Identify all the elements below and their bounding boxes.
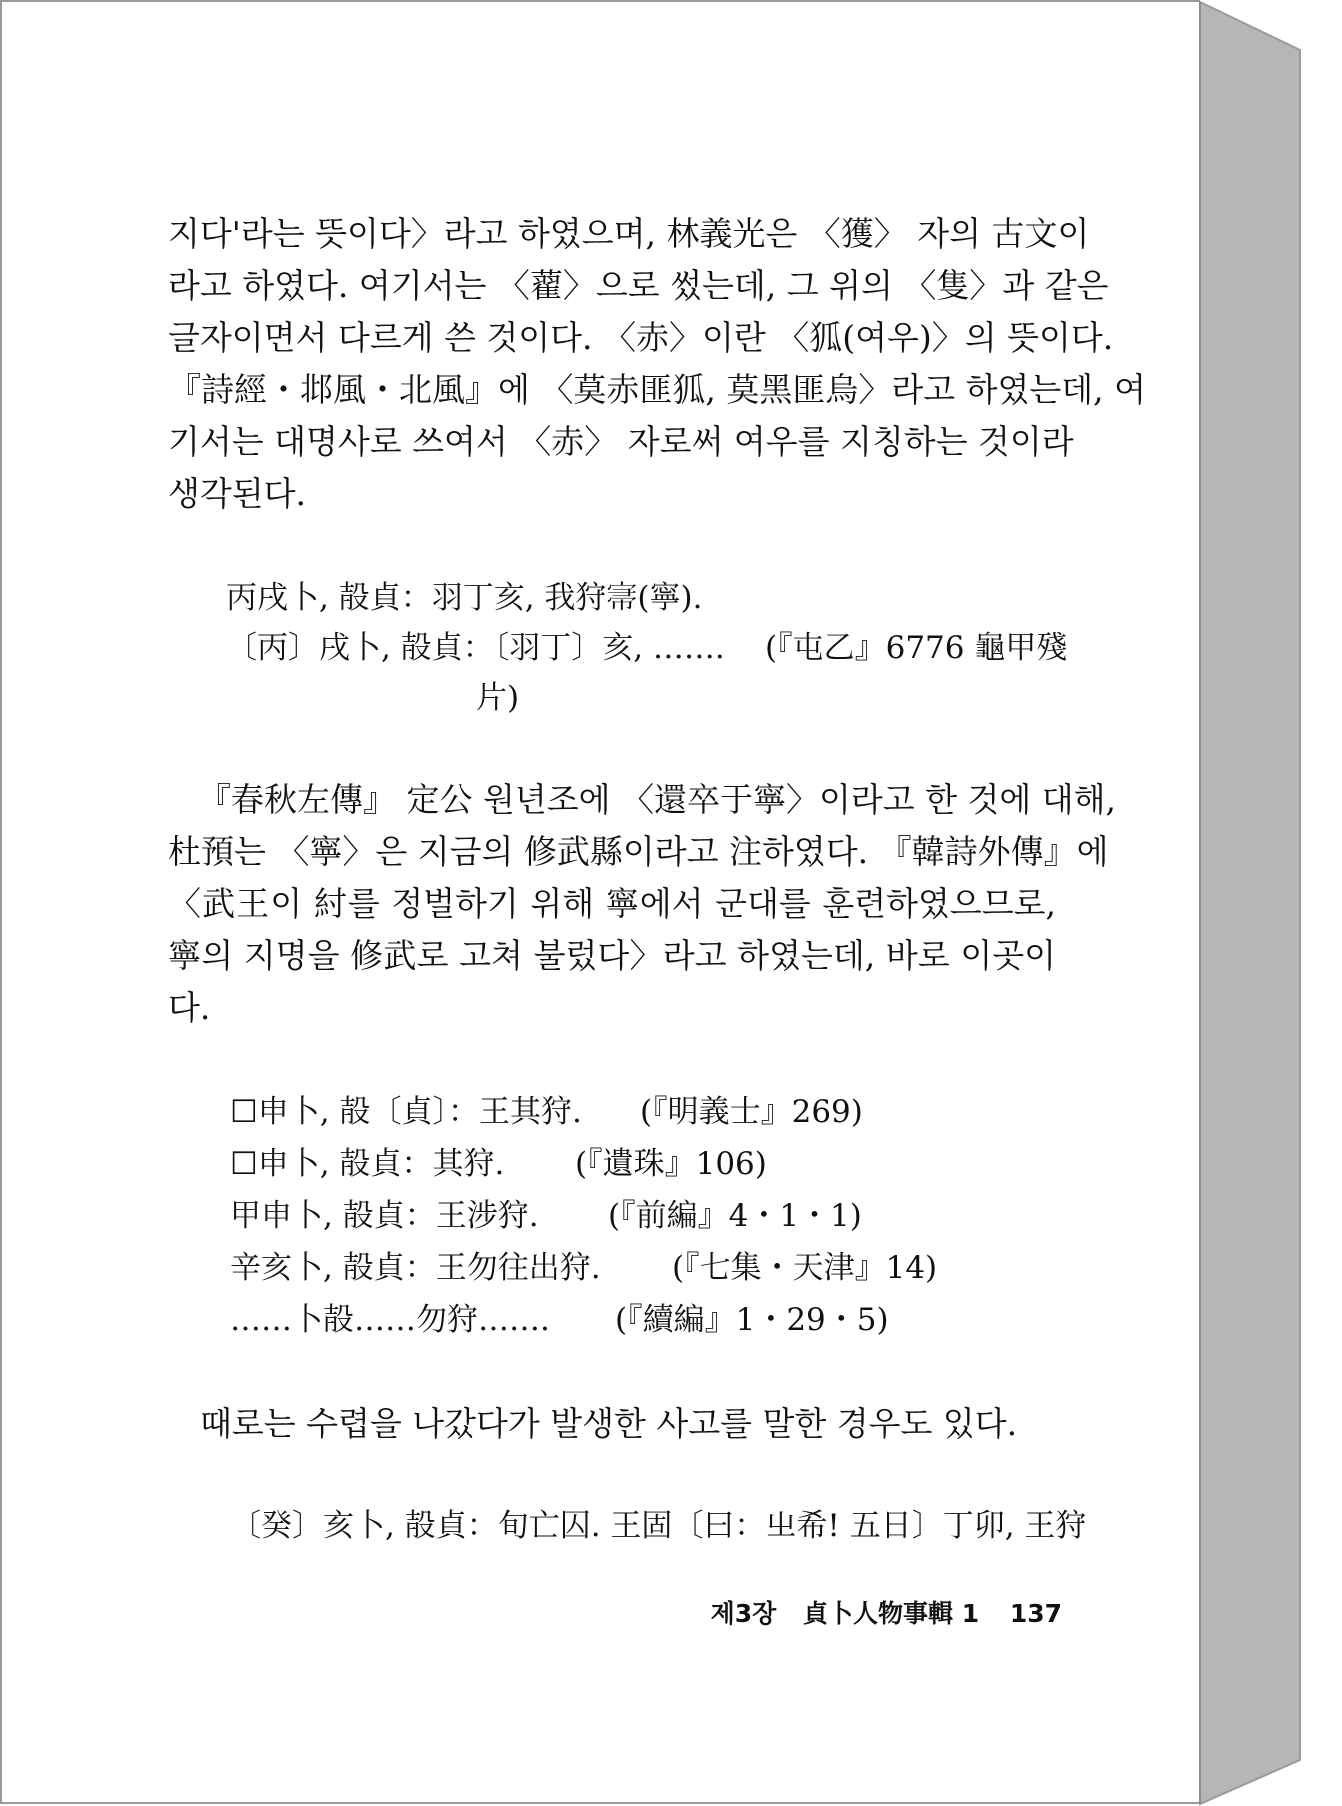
- inscription-source: (『遺珠』106): [575, 1146, 767, 1182]
- paragraph-line: 杜預는 〈寧〉은 지금의 修武縣이라고 注하였다. 『韓詩外傳』에: [168, 832, 1109, 871]
- paragraph-line: 다.: [168, 988, 211, 1027]
- inscription-line: ……卜㱿……勿狩…….: [230, 1302, 550, 1338]
- inscription-source: (『明義士』269): [640, 1094, 863, 1130]
- paragraph-line: 글자이면서 다르게 쓴 것이다. 〈赤〉이란 〈狐(여우)〉의 뜻이다.: [168, 318, 1114, 357]
- inscription-source: (『七集・天津』14): [672, 1250, 938, 1286]
- paragraph-line: 지다'라는 뜻이다〉라고 하였으며, 林義光은 〈獲〉 자의 古文이: [168, 214, 1090, 253]
- book-spine-side: [1200, 2, 1300, 1804]
- paragraph-line: 생각된다.: [168, 474, 307, 513]
- inscription-line: 〔癸〕亥卜, 㱿貞：旬亡囚. 王固〔曰：㞢希! 五日〕丁卯, 王狩: [230, 1508, 1087, 1544]
- inscription-source: (『續編』1・29・5): [615, 1302, 889, 1338]
- inscription-line: 甲申卜, 㱿貞：王涉狩.: [230, 1198, 539, 1234]
- inscription-line: ☐申卜, 㱿貞：其狩.: [230, 1146, 505, 1182]
- paragraph-line: 때로는 수렵을 나갔다가 발생한 사고를 말한 경우도 있다.: [200, 1404, 1018, 1443]
- paragraph-line: 라고 하였다. 여기서는 〈藋〉으로 썼는데, 그 위의 〈隻〉과 같은: [168, 266, 1109, 305]
- footer-chapter: 제3장: [710, 1599, 777, 1628]
- inscription-line: 丙戌卜, 㱿貞：羽丁亥, 我狩𡨦(寧).: [226, 580, 703, 616]
- inscription-source-continued: 片): [476, 680, 520, 716]
- paragraph-line: 기서는 대명사로 쓰여서 〈赤〉 자로써 여우를 지칭하는 것이라: [168, 422, 1074, 461]
- page-number: 137: [1009, 1599, 1062, 1628]
- paragraph-line: 『詩經・邶風・北風』에 〈莫赤匪狐, 莫黑匪烏〉라고 하였는데, 여: [168, 370, 1146, 409]
- inscription-source: (『前編』4・1・1): [608, 1198, 862, 1234]
- inscription-source: (『屯乙』6776 龜甲殘: [765, 630, 1068, 666]
- paragraph-line: 寧의 지명을 修武로 고쳐 불렀다〉라고 하였는데, 바로 이곳이: [168, 936, 1056, 975]
- footer-title: 貞卜人物事輯 1: [802, 1599, 980, 1628]
- inscription-line: 辛亥卜, 㱿貞：王勿往出狩.: [230, 1250, 601, 1286]
- inscription-line: 〔丙〕戌卜, 㱿貞：〔羽丁〕亥, …….: [226, 630, 725, 666]
- paragraph-line: 『春秋左傳』 定公 원년조에 〈還卒于寧〉이라고 한 것에 대해,: [198, 780, 1116, 819]
- inscription-line: ☐申卜, 㱿〔貞〕：王其狩.: [230, 1094, 582, 1130]
- page-footer: [711, 1598, 1062, 1630]
- paragraph-line: 〈武王이 紂를 정벌하기 위해 寧에서 군대를 훈련하였으므로,: [168, 884, 1056, 923]
